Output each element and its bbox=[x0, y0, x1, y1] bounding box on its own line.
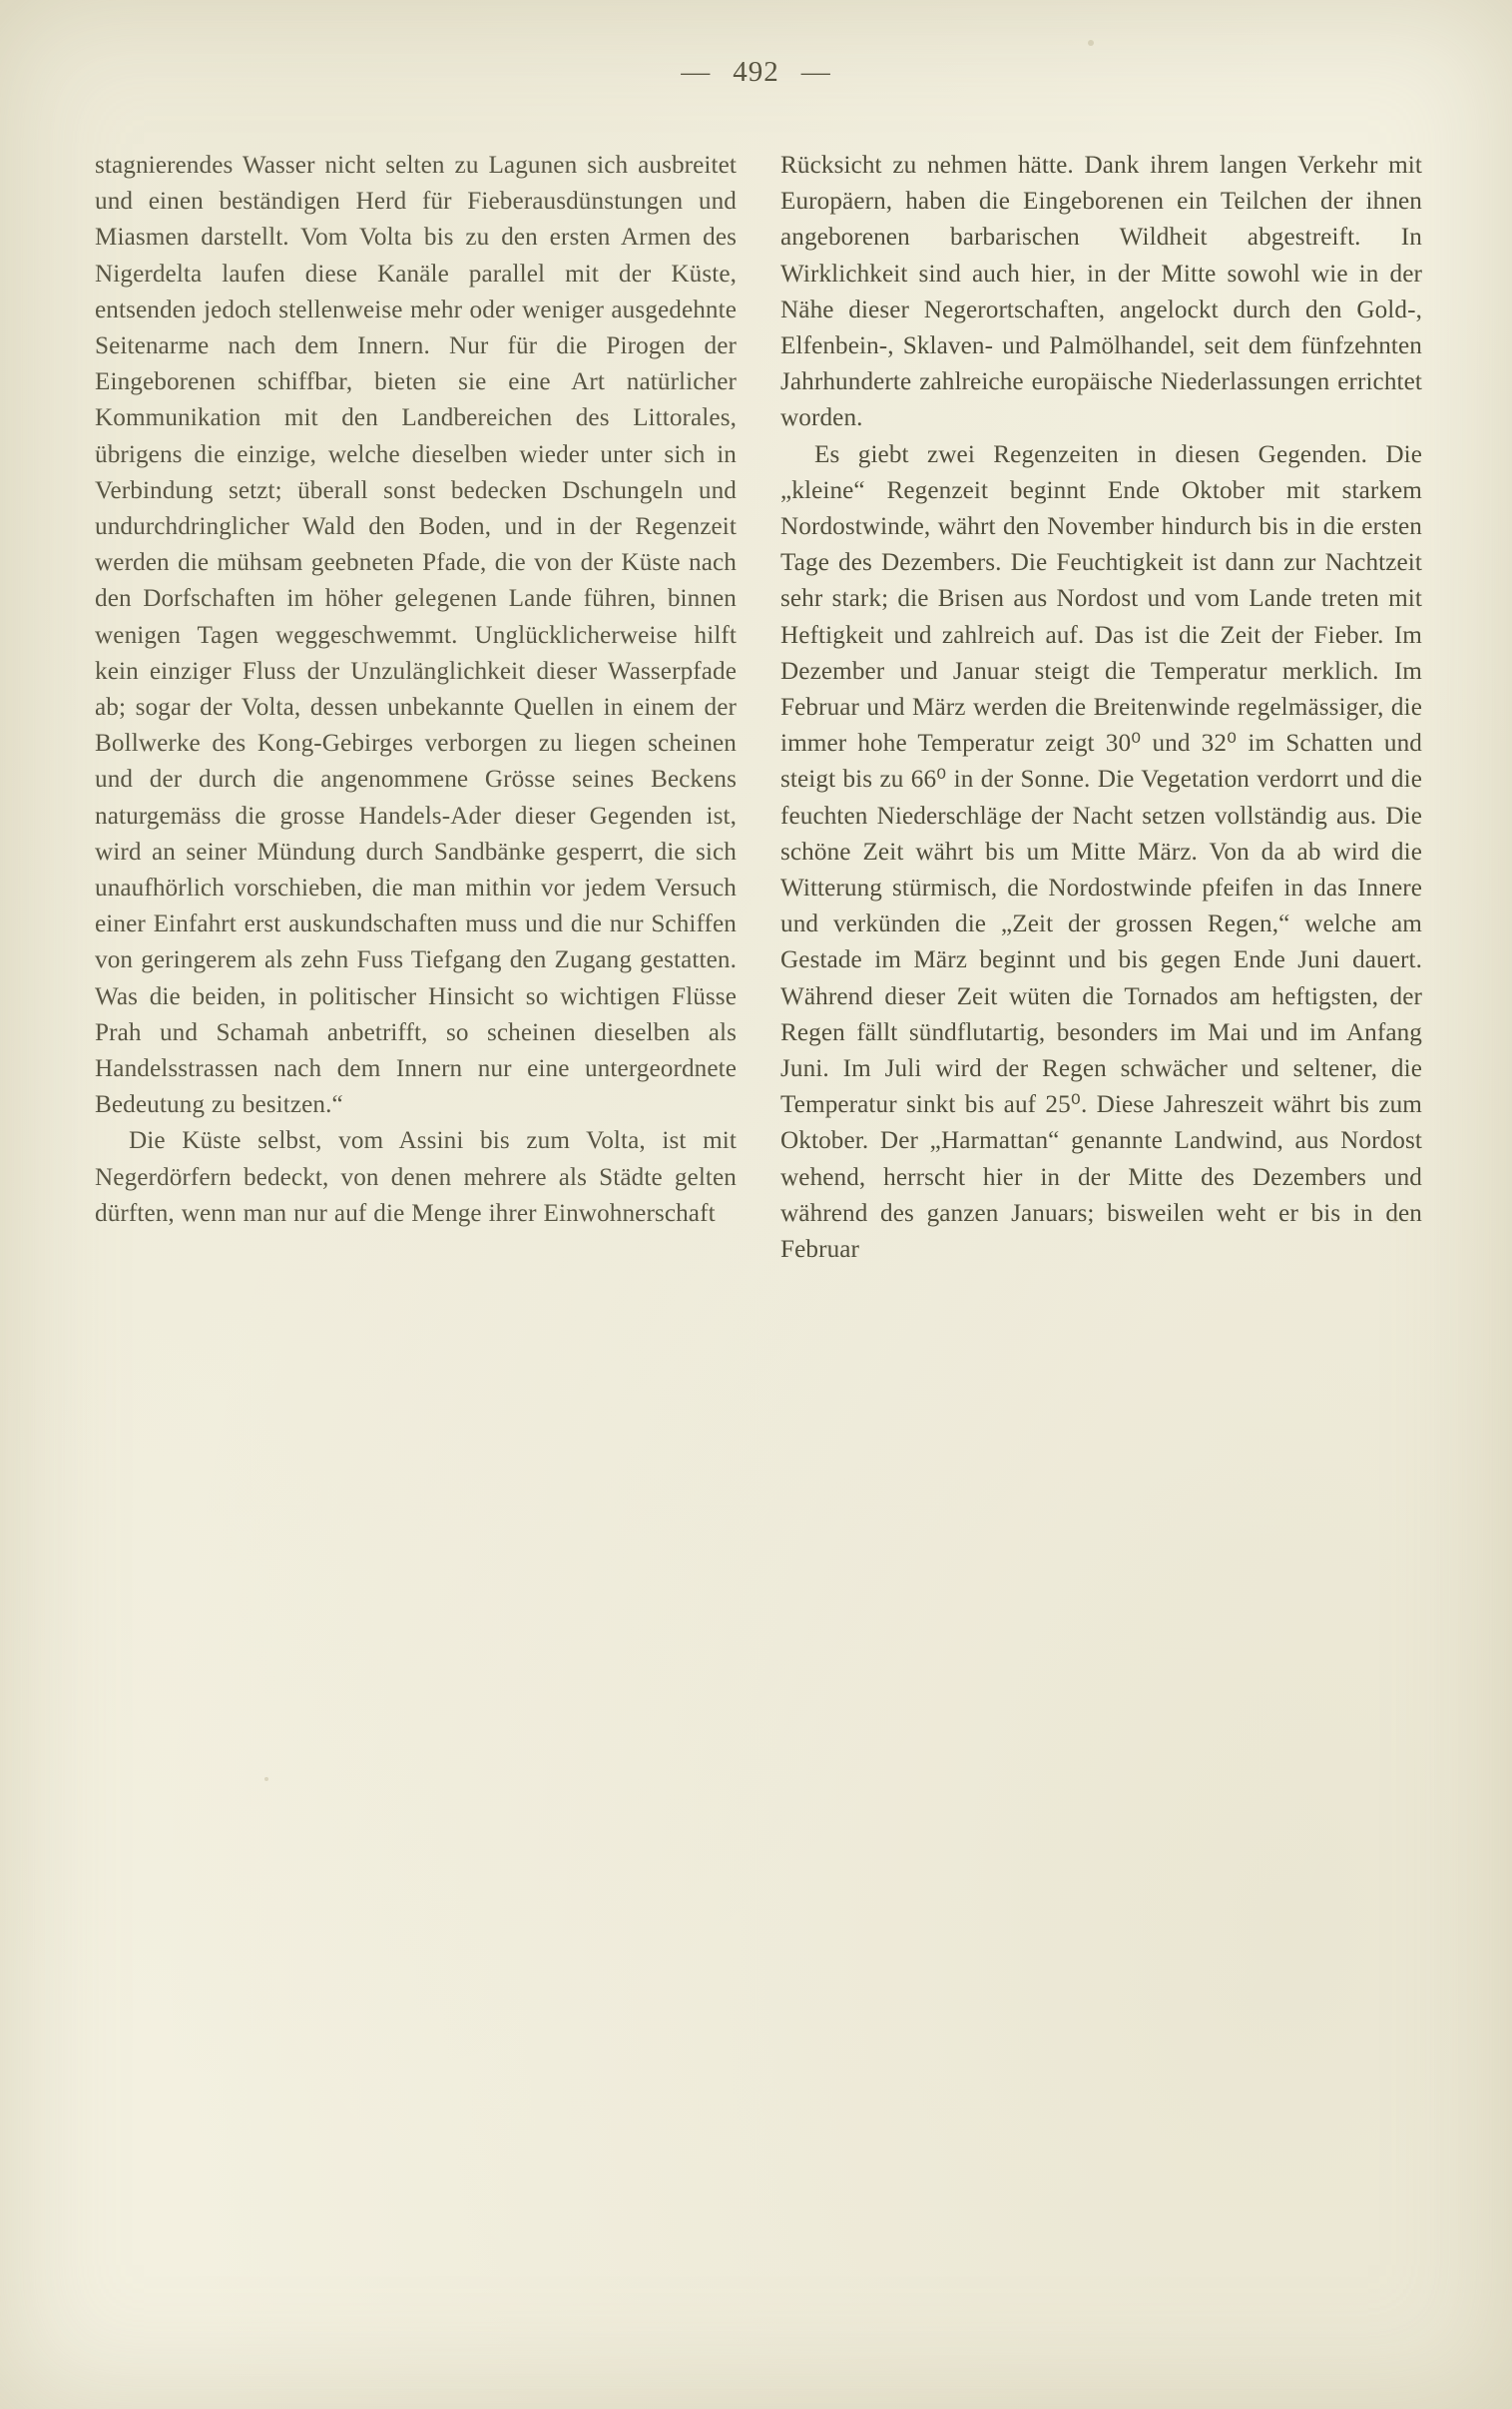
column-right bbox=[780, 148, 1422, 1268]
paragraph: Es giebt zwei Regenzeiten in diesen Gegenden. Die „kleine“ Regenzeit beginnt Ende Oktober mit starkem Nordostwinde, währt den November hindurch bis in die ersten Tage des Dezembers. Die Feuchtigkeit ist dann zur Nachtzeit sehr stark; die Brisen aus Nordost und vom Lande treten mit Heftigkeit und zahlreich auf. Das ist die Zeit der Fieber. Im Dezember und Januar steigt die Temperatur merklich. Im Februar und März werden die Breitenwinde regelmässiger, die immer hohe Temperatur zeigt 30⁰ und 32⁰ im Schatten und steigt bis zu 66⁰ in der Sonne. Die Vegetation verdorrt und die feuchten Niederschläge der Nacht setzen vollständig aus. Die schöne Zeit währt bis um Mitte März. Von da ab wird die Witterung stürmisch, die Nordostwinde pfeifen in das Innere und verkünden die „Zeit der grossen Regen,“ welche am Gestade im März beginnt und bis gegen Ende Juni dauert. Während dieser Zeit wüten die Tornados am heftigsten, der Regen fällt sündflutartig, besonders im Mai und im Anfang Juni. Im Juli wird der Regen schwächer und seltener, die Temperatur sinkt bis auf 25⁰. Diese Jahreszeit währt bis zum Oktober. Der „Harmattan“ genannte Landwind, aus Nordost wehend, herrscht hier in der Mitte des Dezembers und während des ganzen Januars; bisweilen weht er bis in den Februar bbox=[780, 440, 1422, 1264]
folio-dash-right: — bbox=[800, 56, 831, 88]
folio-number: 492 bbox=[733, 56, 779, 88]
paragraph: stagnierendes Wasser nicht selten zu Lagunen sich ausbreitet und einen beständigen Herd für Fieberausdünstungen und Miasmen darstellt. Vom Volta bis zu den ersten Armen des Nigerdelta laufen diese Kanäle parallel mit der Küste, entsenden jedoch stellenweise mehr oder weniger ausgedehnte Seitenarme nach dem Innern. Nur für die Pirogen der Eingeborenen schiffbar, bieten sie eine Art natürlicher Kommunikation mit den Landbereichen des Littorales, übrigens die einzige, welche dieselben wieder unter sich in Verbindung setzt; überall sonst bedecken Dschungeln und undurchdringlicher Wald den Boden, und in der Regenzeit werden die mühsam geebneten Pfade, die von der Küste nach den Dorfschaften im höher gelegenen Lande führen, binnen wenigen Tagen weggeschwemmt. Unglücklicherweise hilft kein einziger Fluss der Unzulänglichkeit dieser Wasserpfade ab; sogar der Volta, dessen unbekannte Quellen in einem der Bollwerke des Kong-Gebirges verborgen zu liegen scheinen und der durch die angenommene Grösse seines Beckens naturgemäss die grosse Handels-Ader dieser Gegenden ist, wird an seiner Mündung durch Sandbänke gesperrt, die sich unaufhörlich vorschieben, die man mithin vor jedem Versuch einer Einfahrt erst auskundschaften muss und die nur Schiffen von geringerem als zehn Fuss Tiefgang den Zugang gestatten. Was die beiden, in politischer Hinsicht so wichtigen Flüsse Prah und Schamah anbetrifft, so scheinen dieselben als Handelsstrassen nach dem Innern nur eine untergeordnete Bedeutung zu besitzen.“ bbox=[95, 152, 737, 1119]
text-columns bbox=[95, 148, 1422, 1268]
paper-speck bbox=[264, 1777, 268, 1781]
paragraph: Rücksicht zu nehmen hätte. Dank ihrem langen Verkehr mit Europäern, haben die Eingeborenen ein Teilchen der ihnen angeborenen barbarischen Wildheit abgestreift. In Wirklichkeit sind auch hier, in der Mitte sowohl wie in der Nähe dieser Negerortschaften, angelockt durch den Gold-, Elfenbein-, Sklaven- und Palmölhandel, seit dem fünfzehnten Jahrhunderte zahlreiche europäische Niederlassungen errichtet worden. bbox=[780, 152, 1422, 432]
page-folio bbox=[0, 56, 1512, 89]
paper-speck bbox=[1088, 40, 1094, 46]
column-left bbox=[95, 148, 737, 1268]
paragraph: Die Küste selbst, vom Assini bis zum Volta, ist mit Negerdörfern bedeckt, von denen mehrere als Städte gelten dürften, wenn man nur auf die Menge ihrer Einwohnerschaft bbox=[95, 1127, 737, 1227]
folio-dash-left: — bbox=[681, 56, 712, 88]
